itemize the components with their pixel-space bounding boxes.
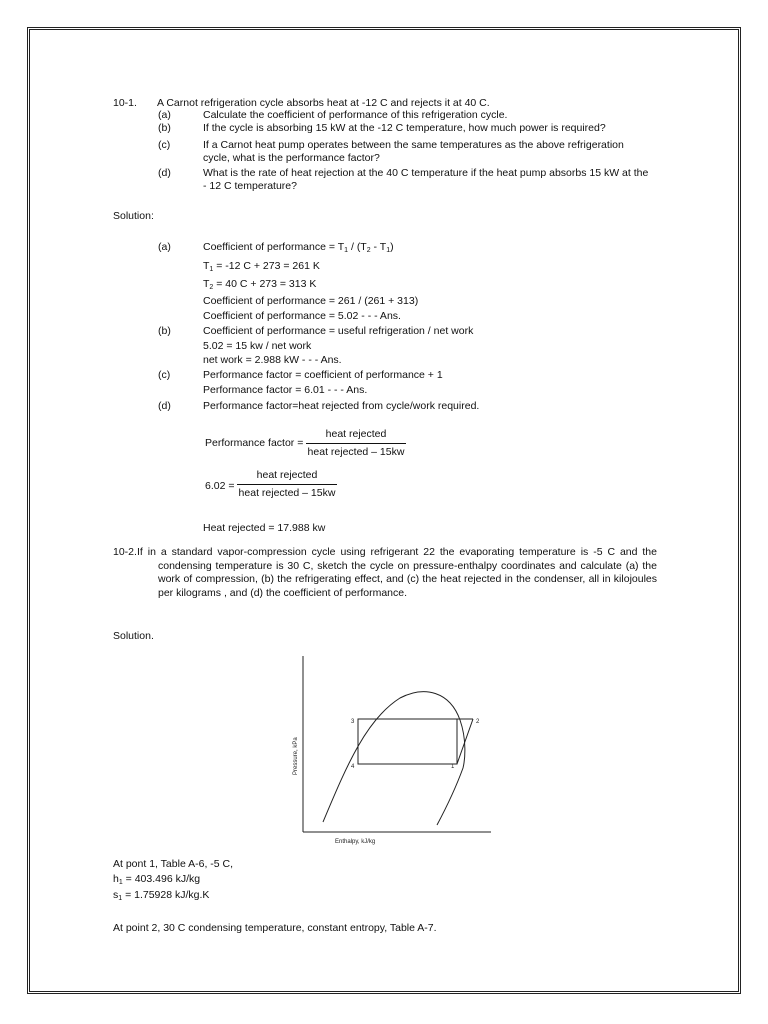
b-line-1: Coefficient of performance = useful refrigeration / net work [203, 325, 474, 337]
heat-rejected-result: Heat rejected = 17.988 kw [203, 522, 326, 534]
item-label-c: (c) [158, 139, 171, 151]
point-2-label: 2 [476, 719, 480, 725]
item-label-d: (d) [158, 167, 171, 179]
sol-label-a: (a) [158, 241, 171, 253]
solution-heading-1: Solution: [113, 210, 154, 222]
cop-formula: Coefficient of performance = $T_1 / (T_2 - T_1)$ [203, 241, 394, 254]
s1-line: $s_1 = 1.75928$ kJ/kg.K [113, 889, 210, 902]
eq2-denominator: heat rejected – 15kw [238, 487, 336, 499]
b-line-3: net work = 2.988 kW - - - Ans. [203, 354, 342, 366]
b-line-2: 5.02 = 15 kw / net work [203, 340, 312, 352]
x-axis-label: Enthalpy, kJ/kg [335, 839, 376, 845]
pressure-enthalpy-diagram [285, 650, 495, 850]
eq1-denominator: heat rejected – 15kw [307, 446, 405, 458]
saturation-dome [323, 692, 465, 825]
item-text-b: If the cycle is absorbing 15 kW at the -12 C temperature, how much power is required? [203, 122, 606, 134]
eq1-numerator: heat rejected [325, 428, 387, 440]
cop-answer: Coefficient of performance = 5.02 - - - Ans. [203, 310, 401, 322]
sol-label-d: (d) [158, 400, 171, 412]
d-line-1: Performance factor=heat rejected from cycle/work required. [203, 400, 480, 412]
item-text-c-2: cycle, what is the performance factor? [203, 152, 380, 164]
eq2-numerator: heat rejected [256, 469, 318, 481]
point1-line: At pont 1, Table A-6, -5 C, [113, 858, 234, 870]
eq2-fraction [237, 469, 337, 499]
problem-intro: A Carnot refrigeration cycle absorbs heat at -12 C and rejects it at 40 C. [157, 97, 490, 109]
item-text-a: Calculate the coefficient of performance of this refrigeration cycle. [203, 109, 508, 121]
eq1-bar [306, 443, 406, 444]
cop-substitution: Coefficient of performance = 261 / (261 + 313) [203, 295, 419, 307]
item-label-b: (b) [158, 122, 171, 134]
c-line-1: Performance factor = coefficient of performance + 1 [203, 369, 443, 381]
point-3-label: 3 [351, 719, 355, 725]
cycle-rectangle [358, 719, 457, 764]
h1-line: $h_1 = 403.496$ kJ/kg [113, 873, 201, 886]
point-4-label: 4 [351, 764, 355, 770]
y-axis-label: Pressure, kPa [293, 737, 299, 775]
c-line-2: Performance factor = 6.01 - - - Ans. [203, 384, 368, 396]
problem-body-10-2: If in a standard vapor-compression cycle using refrigerant 22 the evaporating temperature is -5 C and the condensing temperature is 30 C, sketch the cycle on pressure-enthalpy coordinates and calculate (a) the work of compression, (b) the refrigerating effect, and (c) the heat rejected in the condenser, all in kilojoules per kilograms , and (d) the coefficient of performance. [137, 546, 657, 599]
point2-line: At point 2, 30 C condensing temperature, constant entropy, Table A-7. [113, 922, 437, 934]
problem-number-10-2: 10-2. [113, 546, 137, 558]
eq1-fraction [306, 428, 406, 458]
item-text-d-2: - 12 C temperature? [203, 180, 297, 192]
solution-heading-2: Solution. [113, 630, 154, 642]
item-label-a: (a) [158, 109, 171, 121]
t1-line: $T_1 = -12$ C + 273 = 261 K [203, 260, 320, 273]
eq1-lhs: Performance factor = [205, 437, 304, 449]
sol-label-b: (b) [158, 325, 171, 337]
point-1-label: 1 [451, 764, 455, 770]
problem-number-10-1: 10-1. [113, 97, 137, 109]
eq2-lhs: 6.02 = [205, 480, 235, 492]
eq2-bar [237, 484, 337, 485]
t2-line: $T_2 = 40$ C + 273 = 313 K [203, 278, 317, 291]
item-text-c-1: If a Carnot heat pump operates between the same temperatures as the above refrigeration [203, 139, 624, 151]
sol-label-c: (c) [158, 369, 171, 381]
item-text-d-1: What is the rate of heat rejection at the 40 C temperature if the heat pump absorbs 15 kW at the [203, 167, 649, 179]
